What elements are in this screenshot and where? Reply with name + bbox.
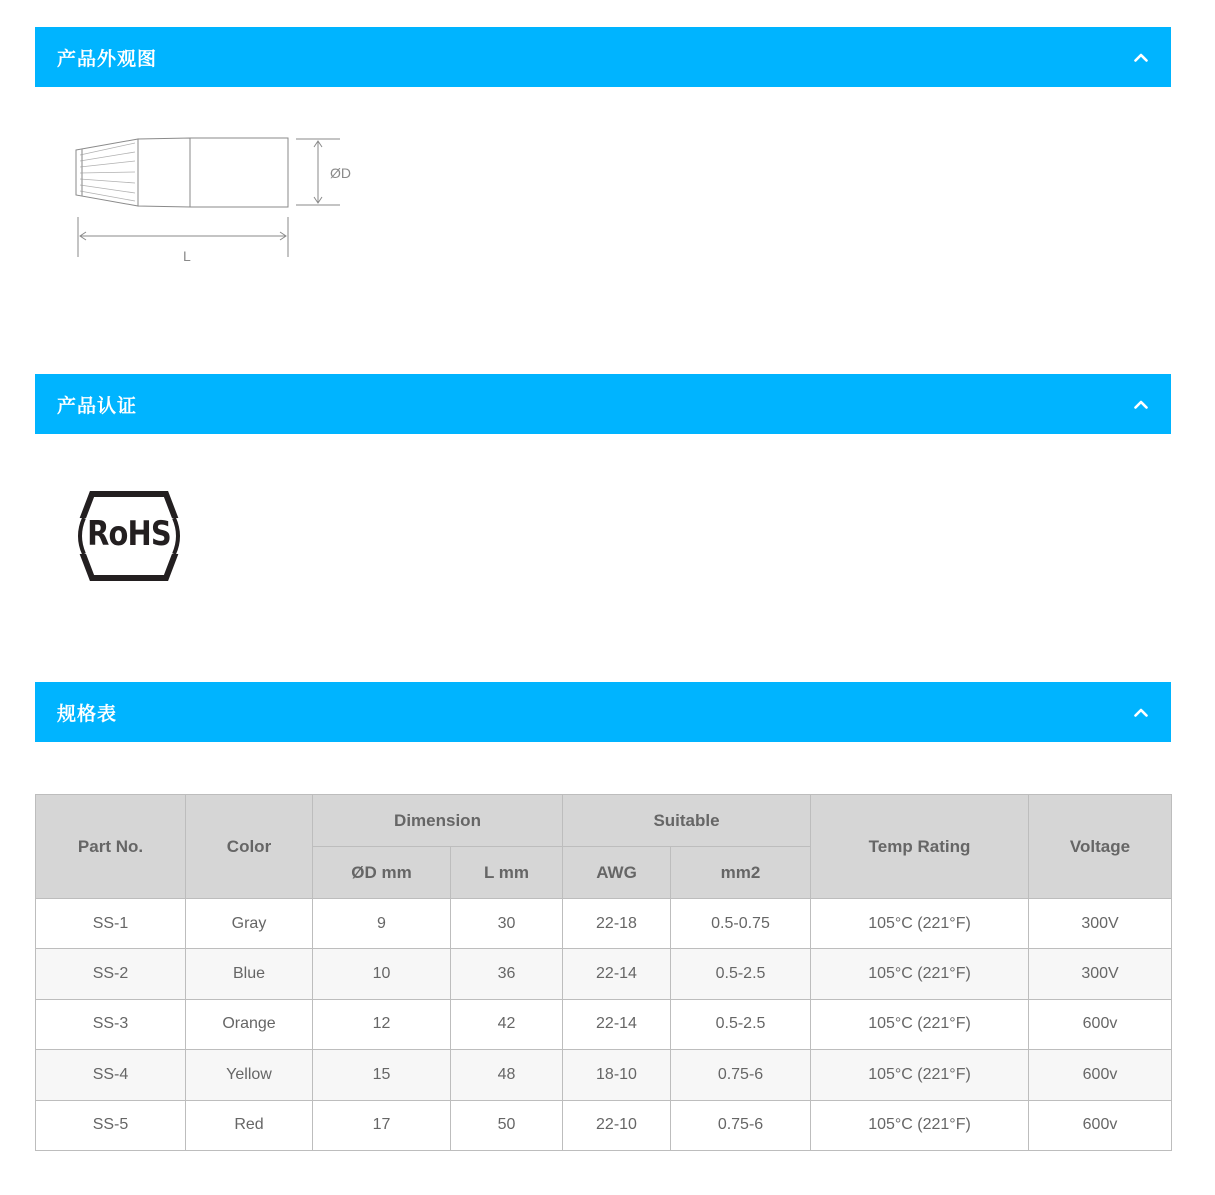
cell-awg: 22-14	[563, 949, 671, 999]
cell-awg: 18-10	[563, 1050, 671, 1100]
cell-part-no: SS-2	[36, 949, 186, 999]
cell-awg: 22-14	[563, 999, 671, 1049]
cell-l: 42	[451, 999, 563, 1049]
length-label: L	[183, 248, 191, 264]
cell-temp: 105°C (221°F)	[811, 899, 1029, 949]
spec-section-title: 规格表	[57, 702, 118, 725]
rohs-logo	[70, 488, 188, 584]
cell-voltage: 300V	[1029, 899, 1172, 949]
header-voltage: Voltage	[1029, 795, 1172, 899]
cell-temp: 105°C (221°F)	[811, 949, 1029, 999]
cell-part-no: SS-1	[36, 899, 186, 949]
cell-l: 30	[451, 899, 563, 949]
cell-mm2: 0.5-0.75	[671, 899, 811, 949]
cell-color: Red	[186, 1100, 313, 1150]
header-suitable: Suitable	[563, 795, 811, 847]
table-row	[36, 1050, 1172, 1100]
cell-voltage: 300V	[1029, 949, 1172, 999]
header-dimension: Dimension	[313, 795, 563, 847]
diameter-label: ØD	[330, 165, 351, 181]
appearance-section-title: 产品外观图	[57, 47, 158, 70]
cell-od: 17	[313, 1100, 451, 1150]
certification-section-header[interactable]	[35, 374, 1171, 434]
cell-part-no: SS-5	[36, 1100, 186, 1150]
cell-od: 15	[313, 1050, 451, 1100]
appearance-section-header[interactable]	[35, 27, 1171, 87]
table-row	[36, 899, 1172, 949]
certification-section-title: 产品认证	[57, 394, 138, 417]
cell-mm2: 0.75-6	[671, 1100, 811, 1150]
header-awg: AWG	[563, 847, 671, 899]
chevron-up-icon[interactable]	[1133, 49, 1149, 65]
header-color: Color	[186, 795, 313, 899]
cell-voltage: 600v	[1029, 999, 1172, 1049]
cell-od: 12	[313, 999, 451, 1049]
spec-table	[35, 794, 1172, 1151]
cell-color: Gray	[186, 899, 313, 949]
spec-section-header[interactable]	[35, 682, 1171, 742]
table-row	[36, 949, 1172, 999]
cell-l: 48	[451, 1050, 563, 1100]
cell-awg: 22-18	[563, 899, 671, 949]
cell-color: Blue	[186, 949, 313, 999]
cell-l: 36	[451, 949, 563, 999]
cell-mm2: 0.5-2.5	[671, 999, 811, 1049]
cell-color: Yellow	[186, 1050, 313, 1100]
header-part-no: Part No.	[36, 795, 186, 899]
table-row	[36, 1100, 1172, 1150]
table-row	[36, 999, 1172, 1049]
cell-od: 10	[313, 949, 451, 999]
cell-part-no: SS-4	[36, 1050, 186, 1100]
cell-temp: 105°C (221°F)	[811, 999, 1029, 1049]
header-od-mm: ØD mm	[313, 847, 451, 899]
cell-mm2: 0.75-6	[671, 1050, 811, 1100]
header-temp-rating: Temp Rating	[811, 795, 1029, 899]
chevron-up-icon[interactable]	[1133, 396, 1149, 412]
cell-l: 50	[451, 1100, 563, 1150]
cell-part-no: SS-3	[36, 999, 186, 1049]
chevron-up-icon[interactable]	[1133, 704, 1149, 720]
cell-od: 9	[313, 899, 451, 949]
header-mm2: mm2	[671, 847, 811, 899]
rohs-logo-text: RoHS	[87, 514, 171, 554]
cell-temp: 105°C (221°F)	[811, 1050, 1029, 1100]
cell-temp: 105°C (221°F)	[811, 1100, 1029, 1150]
cell-mm2: 0.5-2.5	[671, 949, 811, 999]
cell-voltage: 600v	[1029, 1100, 1172, 1150]
product-drawing	[60, 125, 370, 275]
cell-awg: 22-10	[563, 1100, 671, 1150]
cell-voltage: 600v	[1029, 1050, 1172, 1100]
header-l-mm: L mm	[451, 847, 563, 899]
cell-color: Orange	[186, 999, 313, 1049]
